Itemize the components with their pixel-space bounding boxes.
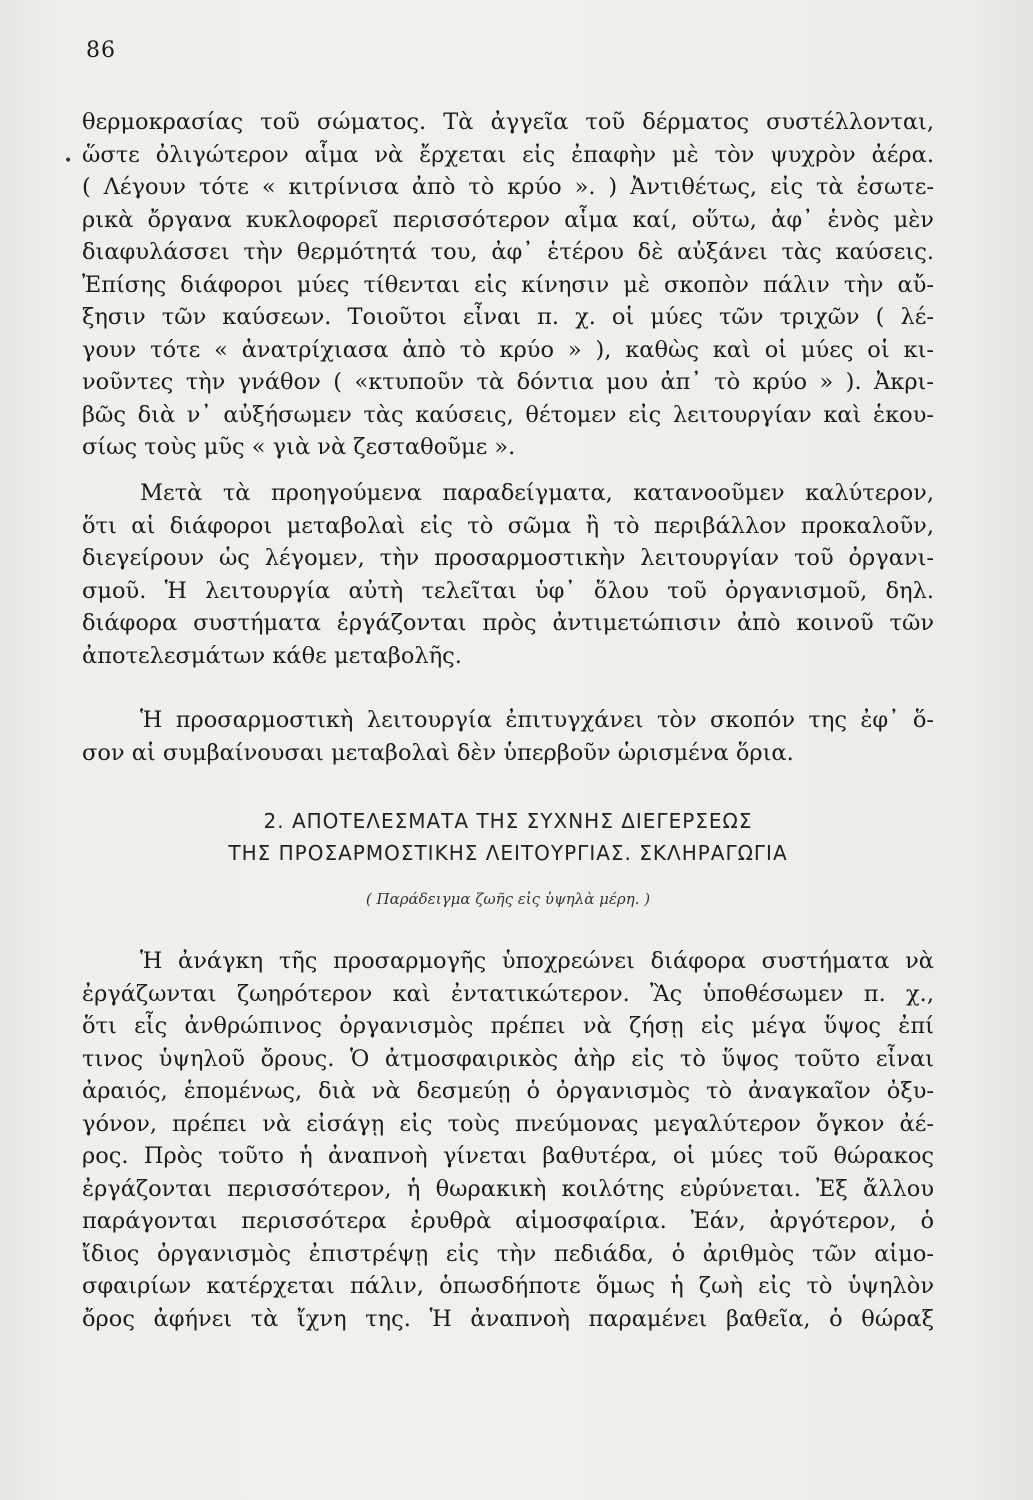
text-line: ἐργάζονται περισσότερον, ἡ θωρακικὴ κοιλότης εὐρύνεται. Ἐξ ἄλλου — [82, 1175, 934, 1202]
text-line: ὥστε ὀλιγώτερον αἷμα νὰ ἔρχεται εἰς ἐπαφὴν μὲ τὸν ψυχρὸν ἀέρα. — [82, 141, 934, 168]
text-line: ἐργάζωνται ζωηρότερον καὶ ἐντατικώτερον. Ἂς ὑποθέσωμεν π. χ., — [82, 980, 934, 1007]
text-line: ( Λέγουν τότε « κιτρίνισα ἀπὸ τὸ κρύο ». ) Ἀντιθέτως, εἰς τὰ ἐσωτε- — [82, 174, 934, 200]
section-heading-line-1: 2. ΑΠΟΤΕΛΕΣΜΑΤΑ ΤΗΣ ΣΥΧΝΗΣ ΔΙΕΓΕΡΣΕΩΣ — [263, 809, 753, 833]
margin-mark: • — [64, 153, 73, 169]
text-line: ἀραιός, ἑπομένως, διὰ νὰ δεσμεύῃ ὁ ὀργανισμὸς τὸ ἀναγκαῖον ὀξυ- — [82, 1078, 934, 1104]
text-line: ἴδιος ὀργανισμὸς ἐπιστρέψῃ εἰς τὴν πεδιάδα, ὁ ἀριθμὸς τῶν αἱμο- — [82, 1240, 934, 1267]
text-line: βῶς διὰ ν᾿ αὐξήσωμεν τὰς καύσεις, θέτομεν εἰς λειτουργίαν καὶ ἑκου- — [82, 401, 934, 428]
text-line: διεγείρουν ὡς λέγομεν, τὴν προσαρμοστικὴν λειτουργίαν τοῦ ὀργανι- — [82, 545, 934, 571]
text-line: σμοῦ. Ἡ λειτουργία αὐτὴ τελεῖται ὑφ᾿ ὅλου τοῦ ὀργανισμοῦ, δηλ. — [82, 577, 934, 604]
text-line: παράγονται περισσότερα ἐρυθρὰ αἱμοσφαίρια. Ἐάν, ἀργότερον, ὁ — [82, 1208, 934, 1234]
paragraph-1 — [82, 106, 934, 464]
text-line: ρος. Πρὸς τοῦτο ἡ ἀναπνοὴ γίνεται βαθυτέρα, οἱ μύες τοῦ θώρακος — [82, 1143, 934, 1169]
section-heading — [82, 805, 934, 869]
text-line: Μετὰ τὰ προηγούμενα παραδείγματα, κατανοοῦμεν καλύτερον, — [140, 480, 934, 506]
text-line: γόνον, πρέπει νὰ εἰσάγῃ εἰς τοὺς πνεύμονας μεγαλύτερον ὄγκον ἀέ- — [82, 1110, 934, 1137]
text-line: ὄρος ἀφήνει τὰ ἴχνη της. Ἡ ἀναπνοὴ παραμένει βαθεῖα, ὁ θώραξ — [82, 1305, 934, 1332]
text-line: σίως τοὺς μῦς « γιὰ νὰ ζεσταθοῦμε ». — [82, 434, 516, 460]
paragraph-3 — [82, 704, 934, 769]
text-line: νοῦντες τὴν γνάθον ( «κτυποῦν τὰ δόντια μου ἀπ᾿ τὸ κρύο » ). Ἀκρι- — [82, 369, 934, 395]
text-line: σφαιρίων κατέρχεται πάλιν, ὁπωσδήποτε ὅμως ἡ ζωὴ εἰς τὸ ὑψηλὸν — [82, 1273, 934, 1299]
paragraph-4 — [82, 945, 934, 1335]
text-line: διαφυλάσσει τὴν θερμότητά του, ἀφ᾿ ἑτέρου δὲ αὐξάνει τὰς καύσεις. — [82, 239, 934, 265]
paragraph-2 — [82, 477, 934, 672]
section-subtitle: ( Παράδειγμα ζωῆς εἰς ὑψηλὰ μέρη. ) — [365, 890, 651, 908]
text-line: ἀποτελεσμάτων κάθε μεταβολῆς. — [82, 642, 462, 669]
text-line: διάφορα συστήματα ἐργάζονται πρὸς ἀντιμετώπισιν ἀπὸ κοινοῦ τῶν — [82, 610, 934, 636]
text-line: θερμοκρασίας τοῦ σώματος. Τὰ ἀγγεῖα τοῦ δέρματος συστέλλονται, — [82, 109, 934, 135]
text-line: Ἡ προσαρμοστικὴ λειτουργία ἐπιτυγχάνει τὸν σκοπόν της ἐφ᾿ ὅ- — [140, 707, 934, 733]
text-line: Ἡ ἀνάγκη τῆς προσαρμογῆς ὑποχρεώνει διάφορα συστήματα νὰ — [140, 948, 934, 974]
section-heading-line-2: ΤΗΣ ΠΡΟΣΑΡΜΟΣΤΙΚΗΣ ΛΕΙΤΟΥΡΓΙΑΣ. ΣΚΛΗΡΑΓΩΓΙΑ — [228, 841, 788, 865]
text-line: τινος ὑψηλοῦ ὄρους. Ὁ ἀτμοσφαιρικὸς ἀὴρ εἰς τὸ ὕψος τοῦτο εἶναι — [82, 1045, 934, 1072]
text-line: γουν τότε « ἀνατρίχιασα ἀπὸ τὸ κρύο » ), καθὼς καὶ οἱ μύες οἱ κι- — [82, 336, 934, 363]
page-number: 86 — [86, 38, 116, 63]
text-line: ξησιν τῶν καύσεων. Τοιοῦτοι εἶναι π. χ. οἱ μύες τῶν τριχῶν ( λέ- — [82, 304, 934, 330]
text-line: ὅτι αἱ διάφοροι μεταβολαὶ εἰς τὸ σῶμα ἢ τὸ περιβάλλον προκαλοῦν, — [82, 512, 934, 539]
text-line: ρικὰ ὄργανα κυκλοφορεῖ περισσότερον αἷμα καί, οὕτω, ἀφ᾿ ἑνὸς μὲν — [82, 206, 934, 233]
text-line: Ἐπίσης διάφοροι μύες τίθενται εἰς κίνησιν μὲ σκοπὸν πάλιν τὴν αὔ- — [82, 271, 934, 298]
text-line: ὅτι εἷς ἀνθρώπινος ὀργανισμὸς πρέπει νὰ ζήσῃ εἰς μέγα ὕψος ἐπί — [82, 1013, 934, 1039]
text-line: σον αἱ συμβαίνουσαι μεταβολαὶ δὲν ὑπερβοῦν ὡρισμένα ὅρια. — [82, 739, 794, 766]
